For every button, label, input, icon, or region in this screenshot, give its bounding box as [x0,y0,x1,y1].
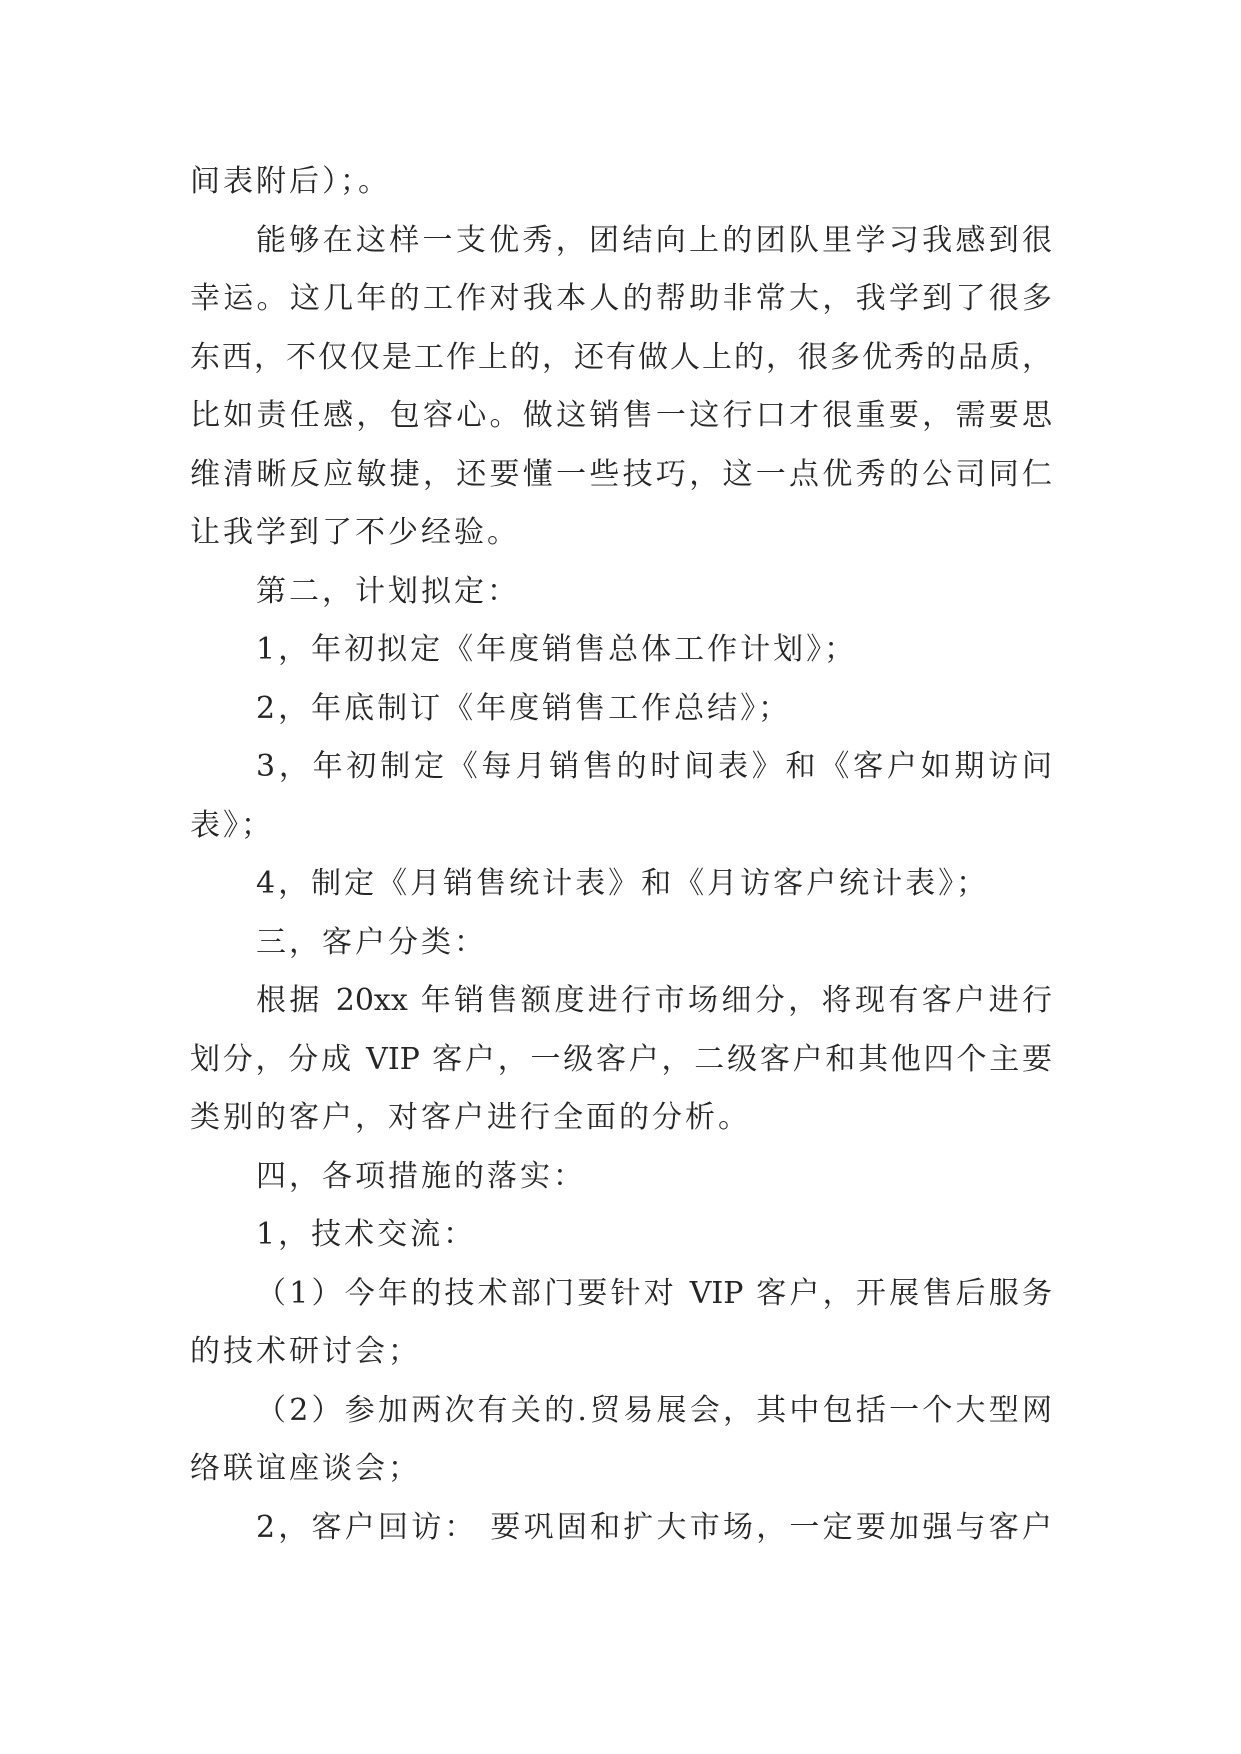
text-line: 三，客户分类： [256,924,487,960]
paragraph [190,212,1052,563]
text-line: 2，年底制订《年度销售工作总结》； [256,690,792,726]
list-item [190,621,1052,680]
text-line: 东西，不仅仅是工作上的，还有做人上的，很多优秀的品质， [190,339,1052,375]
list-item [190,855,1052,914]
text-line: 四，各项措施的落实： [256,1158,586,1194]
text-line: 3，年初制定《每月销售的时间表》和《客户如期访问 [256,749,1052,784]
section-heading [190,1148,1052,1207]
section-heading [190,914,1052,973]
text-line: 能够在这样一支优秀，团结向上的团队里学习我感到很 [256,222,1052,258]
section-heading [190,563,1052,622]
text-line: 4，制定《月销售统计表》和《月访客户统计表》； [256,866,990,901]
text-line: 让我学到了不少经验。 [190,515,520,550]
list-item [190,738,1052,855]
document-body [190,153,1052,1557]
text-line: 2，客户回访： 要巩固和扩大市场，一定要加强与客户 [256,1509,1052,1545]
text-line: （2）参加两次有关的.贸易展会，其中包括一个大型网 [256,1392,1052,1428]
text-line: 的技术研讨会； [190,1334,421,1369]
text-line: 类别的客户，对客户进行全面的分析。 [190,1100,751,1135]
text-line: 1，技术交流： [256,1217,477,1252]
text-line: 第二，计划拟定： [256,573,520,609]
paragraph [190,153,1052,212]
list-item [190,680,1052,739]
text-line: 幸运。这几年的工作对我本人的帮助非常大，我学到了很多 [190,281,1052,316]
list-item [190,1382,1052,1499]
paragraph [190,972,1052,1148]
text-line: 表》； [190,807,274,843]
text-line: 络联谊座谈会； [190,1451,421,1486]
subsection-heading [190,1206,1052,1265]
text-line: 比如责任感，包容心。做这销售一这行口才很重要，需要思 [190,398,1052,433]
list-item [190,1265,1052,1382]
text-line: 维清晰反应敏捷，还要懂一些技巧，这一点优秀的公司同仁 [190,456,1052,492]
paragraph [190,1499,1052,1558]
text-line: （1）今年的技术部门要针对 VIP 客户，开展售后服务 [256,1275,1052,1311]
text-line: 划分，分成 VIP 客户，一级客户，二级客户和其他四个主要 [190,1041,1052,1077]
text-line: 间表附后）；。 [190,164,391,199]
text-line: 根据 20xx 年销售额度进行市场细分，将现有客户进行 [256,983,1052,1018]
text-line: 1，年初拟定《年度销售总体工作计划》； [256,632,858,667]
